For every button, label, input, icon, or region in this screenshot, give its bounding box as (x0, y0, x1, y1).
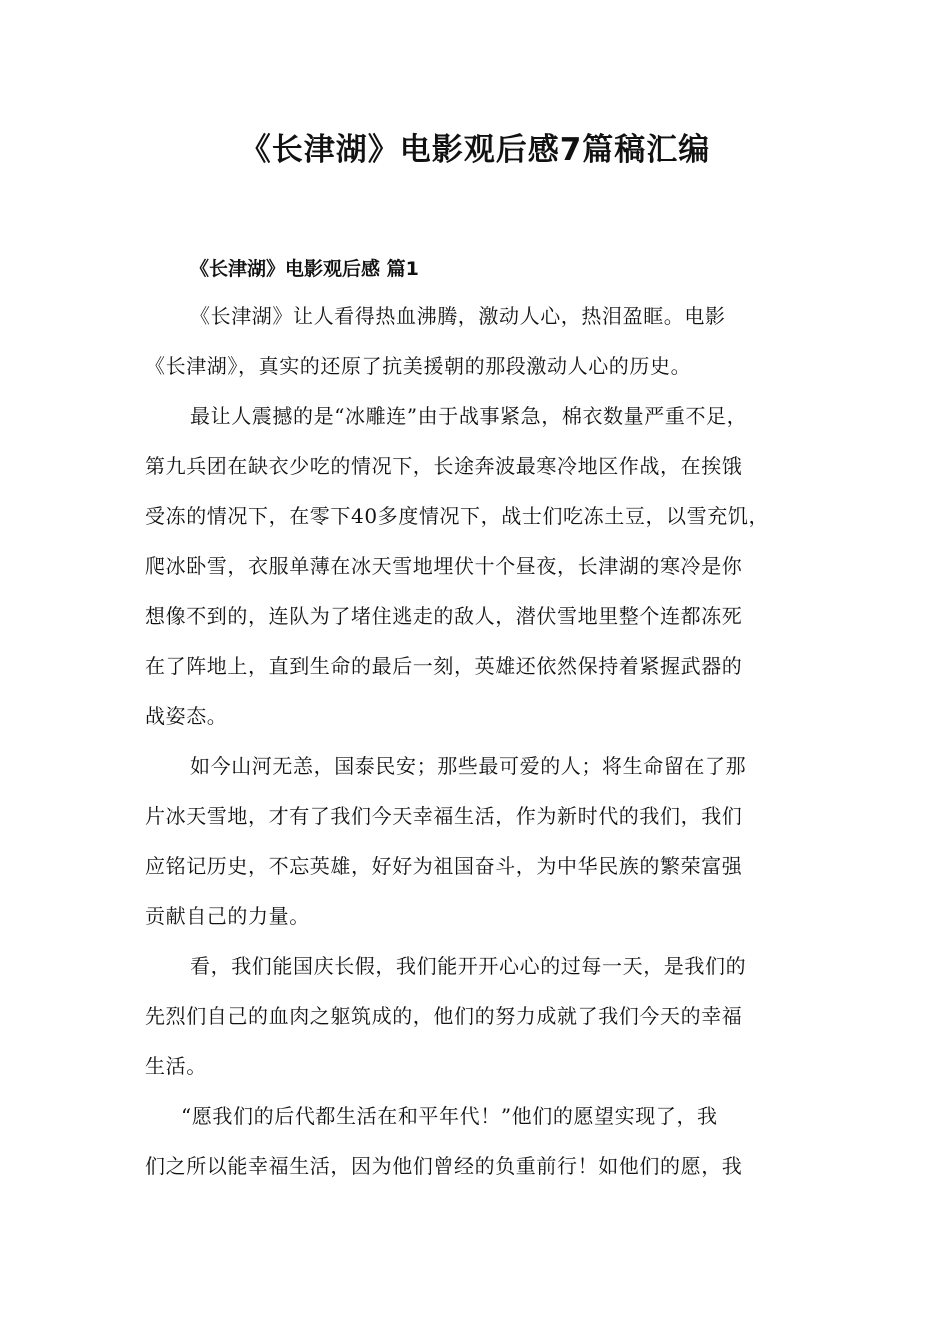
paragraph-line: 看，我们能国庆长假，我们能开开心心的过每一天，是我们的 (190, 954, 747, 978)
paragraph-line: 先烈们自己的血肉之躯筑成的，他们的努力成就了我们今天的幸福 (145, 1004, 743, 1028)
section-heading: 《长津湖》电影观后感 篇1 (190, 258, 419, 280)
body-text (145, 298, 805, 1198)
paragraph-line: 《长津湖》，真实的还原了抗美援朝的那段激动人心的历史。 (145, 354, 692, 378)
paragraph-line: 战姿态。 (145, 704, 228, 728)
paragraph-line: 片冰天雪地，才有了我们今天幸福生活，作为新时代的我们，我们 (145, 804, 743, 828)
paragraph-line: 受冻的情况下，在零下40多度情况下，战士们吃冻土豆，以雪充饥， (145, 504, 770, 528)
paragraph-line: 应铭记历史，不忘英雄，好好为祖国奋斗，为中华民族的繁荣富强 (145, 854, 743, 878)
paragraph-line: 第九兵团在缺衣少吃的情况下，长途奔波最寒冷地区作战，在挨饿 (145, 454, 743, 478)
paragraph-line: 贡献自己的力量。 (145, 904, 310, 928)
paragraph-line: 生活。 (145, 1054, 207, 1078)
paragraph-line: 如今山河无恙，国泰民安；那些最可爱的人；将生命留在了那 (190, 754, 747, 778)
document-title: 《长津湖》电影观后感7篇稿汇编 (239, 132, 711, 168)
paragraph-line: 想像不到的，连队为了堵住逃走的敌人，潜伏雪地里整个连都冻死 (145, 604, 743, 628)
paragraph-line: 爬冰卧雪，衣服单薄在冰天雪地埋伏十个昼夜，长津湖的寒冷是你 (145, 554, 743, 578)
paragraph-line: “愿我们的后代都生活在和平年代！”他们的愿望实现了，我 (181, 1104, 718, 1128)
paragraph-line: 最让人震撼的是“冰雕连”由于战事紧急，棉衣数量严重不足， (190, 404, 748, 428)
paragraph-line: 《长津湖》让人看得热血沸腾，激动人心，热泪盈眶。电影 (190, 304, 726, 328)
paragraph-line: 在了阵地上，直到生命的最后一刻，英雄还依然保持着紧握武器的 (145, 654, 743, 678)
paragraph-line: 们之所以能幸福生活，因为他们曾经的负重前行！如他们的愿，我 (145, 1154, 743, 1178)
